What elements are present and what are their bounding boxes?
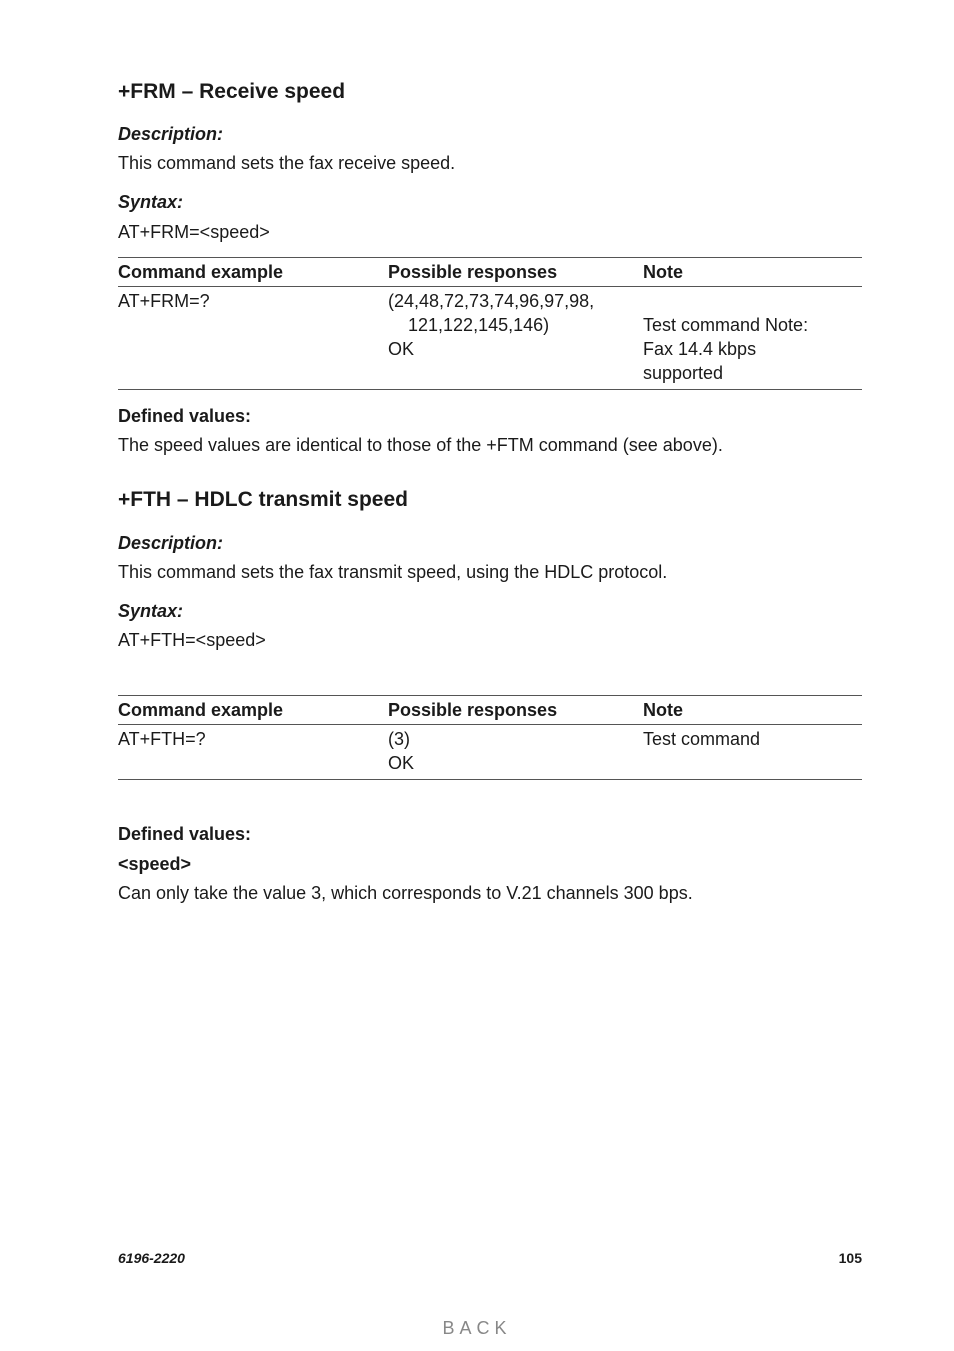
frm-defined-values-label: Defined values: <box>118 406 252 426</box>
frm-syntax-label: Syntax: <box>118 192 184 212</box>
back-link[interactable]: BACK <box>442 1318 512 1338</box>
note-cell <box>643 287 862 390</box>
frm-description-text: This command sets the fax receive speed. <box>118 153 456 173</box>
command-cell: AT+FTH=? <box>118 725 388 780</box>
frm-section-title: +FRM – Receive speed <box>118 80 346 103</box>
column-header-note: Note <box>643 258 862 287</box>
column-header-responses: Possible responses <box>388 696 643 725</box>
note-line: supported <box>643 363 724 383</box>
fth-defined-values-text: Can only take the value 3, which corresponds to V.21 channels 300 bps. <box>118 883 693 903</box>
response-line: (24,48,72,73,74,96,97,98, <box>388 291 595 311</box>
fth-command-table <box>118 695 862 780</box>
frm-syntax-text: AT+FRM=<speed> <box>118 222 270 242</box>
table-row <box>118 725 862 780</box>
responses-cell <box>388 725 643 780</box>
frm-command-table <box>118 257 862 390</box>
table-header-row <box>118 258 862 287</box>
column-header-command: Command example <box>118 258 388 287</box>
command-cell: AT+FRM=? <box>118 287 388 390</box>
response-line: (3) <box>388 729 410 749</box>
response-line: OK <box>388 339 415 359</box>
fth-description-label: Description: <box>118 533 224 553</box>
fth-syntax-text: AT+FTH=<speed> <box>118 630 266 650</box>
fth-parameter-name: <speed> <box>118 854 192 874</box>
table-row <box>118 287 862 390</box>
column-header-responses: Possible responses <box>388 258 643 287</box>
response-line: 121,122,145,146) <box>408 315 550 335</box>
footer-doc-number: 6196-2220 <box>118 1250 185 1266</box>
frm-defined-values-text: The speed values are identical to those of the +FTM command (see above). <box>118 435 723 455</box>
fth-defined-values-label: Defined values: <box>118 824 252 844</box>
note-cell: Test command <box>643 725 862 780</box>
table-header-row <box>118 696 862 725</box>
responses-cell <box>388 287 643 390</box>
footer-page-number: 105 <box>838 1250 862 1266</box>
note-line: Fax 14.4 kbps <box>643 339 757 359</box>
column-header-note: Note <box>643 696 862 725</box>
column-header-command: Command example <box>118 696 388 725</box>
fth-syntax-label: Syntax: <box>118 601 184 621</box>
response-line: OK <box>388 753 415 773</box>
note-line: Test command Note: <box>643 315 809 335</box>
frm-description-label: Description: <box>118 124 224 144</box>
fth-section-title: +FTH – HDLC transmit speed <box>118 488 408 511</box>
fth-description-text: This command sets the fax transmit speed, using the HDLC protocol. <box>118 562 668 582</box>
